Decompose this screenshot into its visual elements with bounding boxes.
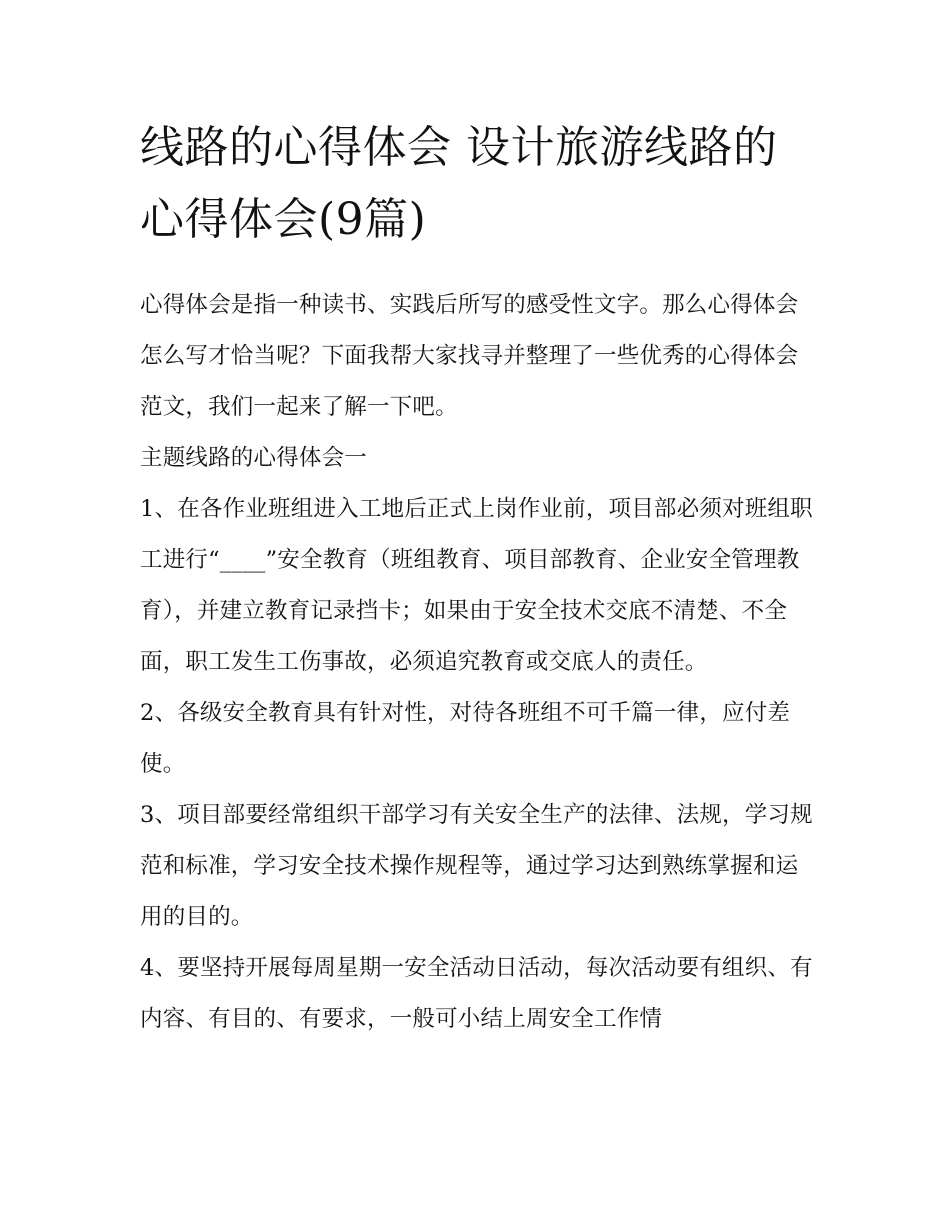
list-item-3: 3、项目部要经常组织干部学习有关安全生产的法律、法规，学习规范和标准，学习安全技术操作规程等，通过学习达到熟练掌握和运用的目的。 [140, 802, 813, 930]
intro-paragraph: 心得体会是指一种读书、实践后所写的感受性文字。那么心得体会怎么写才恰当呢？下面我帮大家找寻并整理了一些优秀的心得体会范文，我们一起来了解一下吧。 [140, 292, 799, 420]
list-item-2: 2、各级安全教育具有针对性，对待各班组不可千篇一律，应付差使。 [140, 700, 791, 777]
list-item-4: 4、要坚持开展每周星期一安全活动日活动，每次活动要有组织、有内容、有目的、有要求，一般可小结上周安全工作情 [140, 955, 813, 1032]
list-item-1: 1、在各作业班组进入工地后正式上岗作业前，项目部必须对班组职工进行“____”安全教育（班组教育、项目部教育、企业安全管理教育），并建立教育记录挡卡；如果由于安全技术交底不清楚、不全面，职工发生工伤事故，必须追究教育或交底人的责任。 [140, 496, 813, 675]
document-body [140, 112, 820, 1045]
section-heading: 主题线路的心得体会一 [140, 445, 368, 471]
document-title: 线路的心得体会 设计旅游线路的心得体会(9篇) [140, 122, 778, 245]
